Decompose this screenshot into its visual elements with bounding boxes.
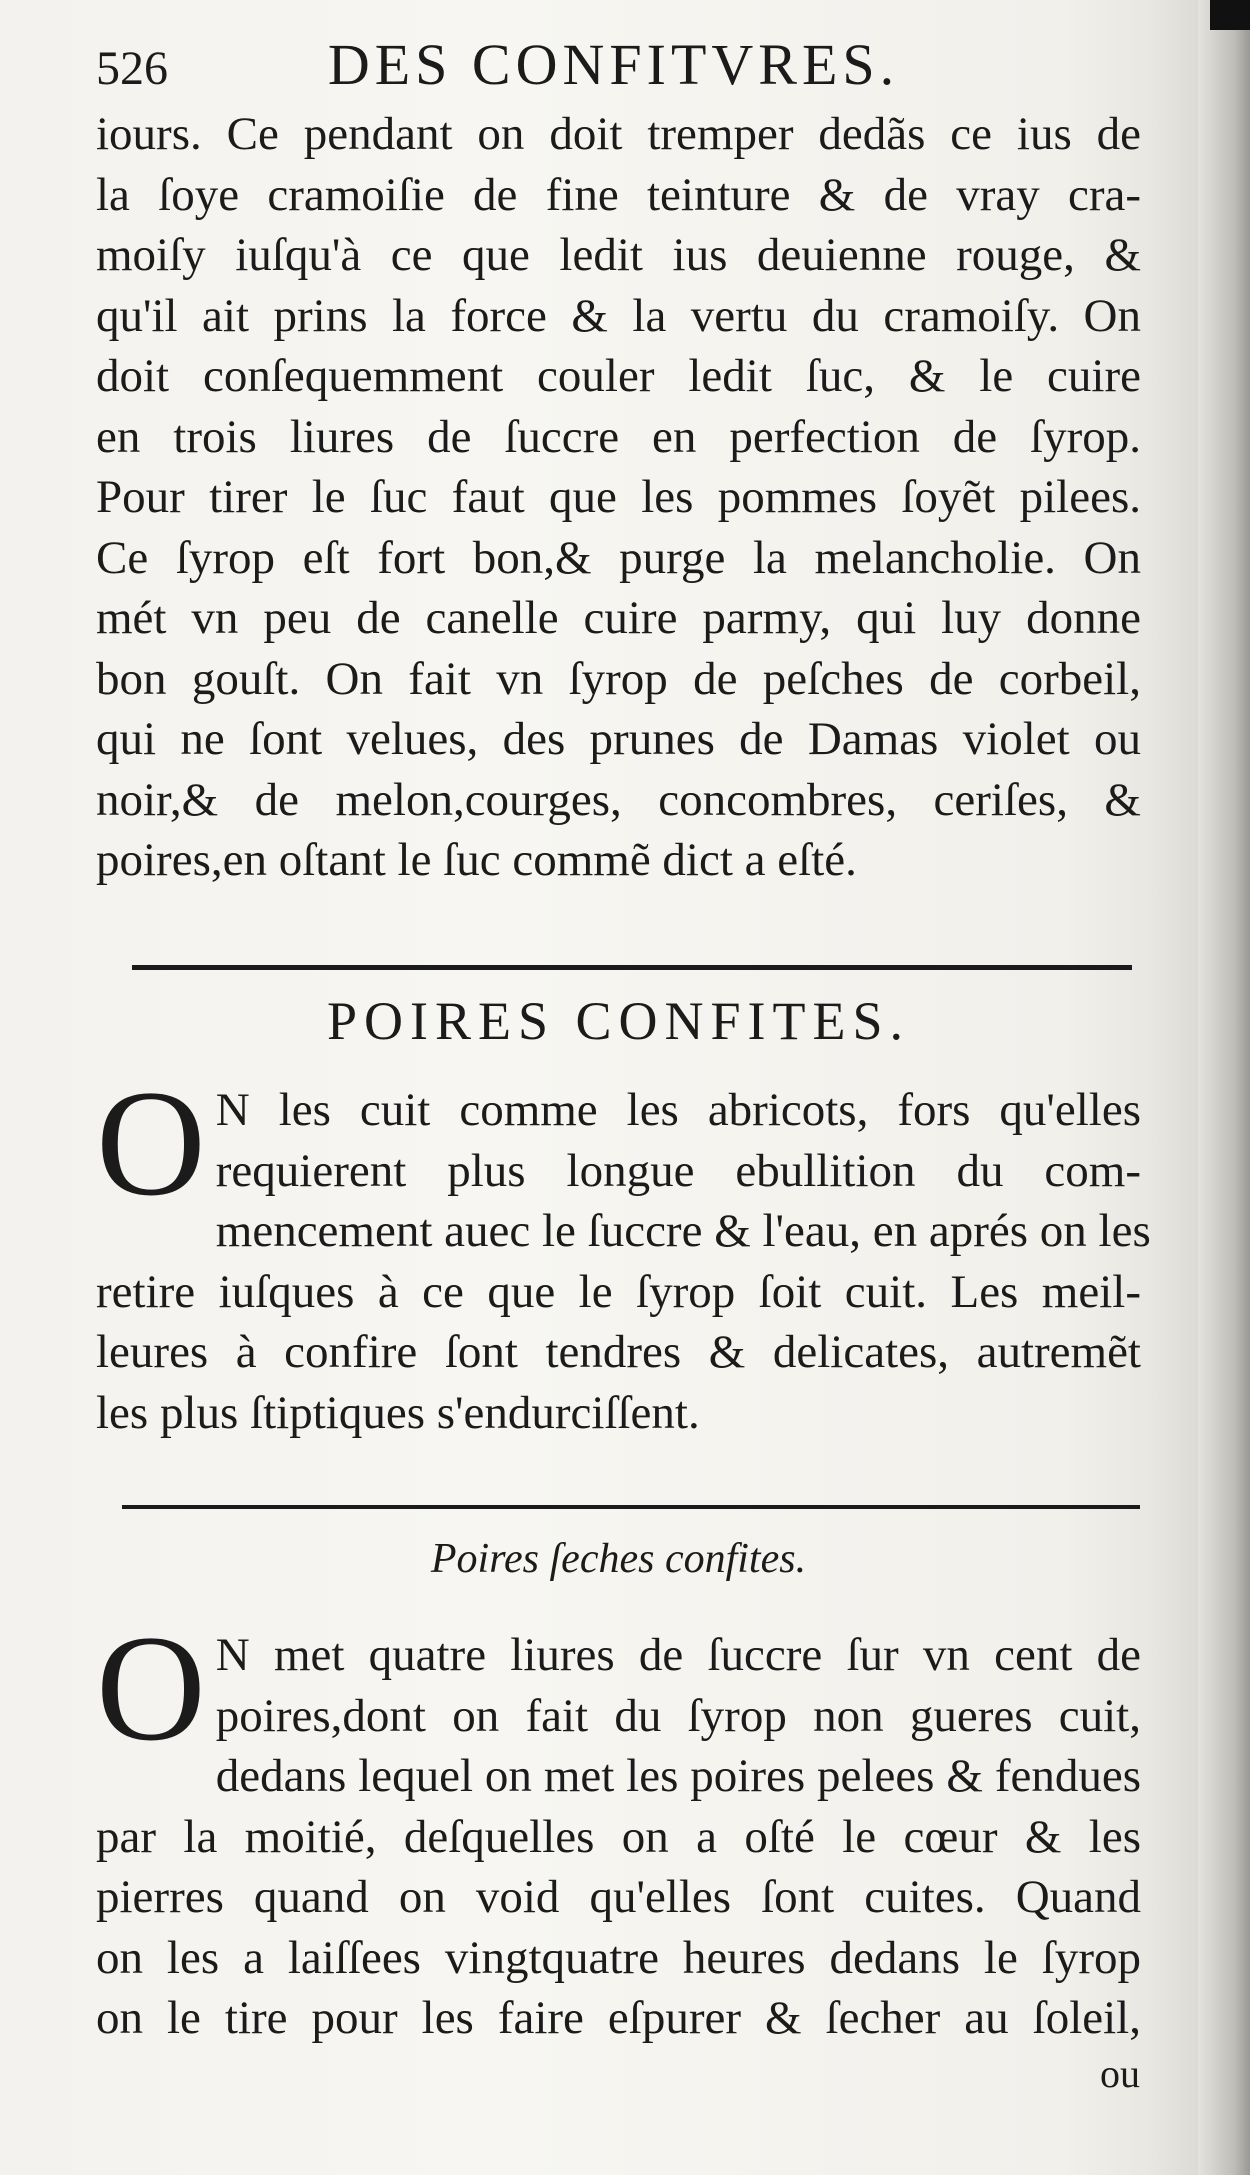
text-line: poires,en oſtant le ſuc commẽ dict a eſté. [96, 834, 857, 886]
page-gutter-shadow [1198, 0, 1250, 2175]
section-body [96, 1604, 1141, 2049]
text-line: noir,& de melon,courges, concombres, ceriſes, & [96, 773, 1141, 826]
running-title: DES CONFITVRES. [327, 32, 900, 97]
text-line: iours. Ce pendant on doit tremper dedãs ce ius de [96, 108, 1141, 160]
text-line: Ce ſyrop eſt fort bon,& purge la melancholie. On [96, 531, 1141, 584]
text-line: moiſy iuſqu'à ce que ledit ius deuienne rouge, & [96, 229, 1141, 281]
text-line: N met quatre liures de ſuccre ſur vn cent de [215, 1629, 1141, 1681]
text-line: on les a laiſſees vingtquatre heures dedans le ſyrop [96, 1931, 1141, 1984]
text-line: requierent plus longue ebullition du com- [215, 1144, 1141, 1197]
page-header [96, 20, 1141, 114]
catchword: ou [1100, 2051, 1140, 2096]
text-line: en trois liures de ſuccre en perfection de ſyrop. [96, 410, 1141, 463]
text-line: qui ne ſont velues, des prunes de Damas violet ou [96, 713, 1141, 765]
text-line: pierres quand on void qu'elles ſont cuites. Quand [96, 1871, 1141, 1923]
text-line: bon gouſt. On fait vn ſyrop de peſches de corbeil, [96, 652, 1141, 705]
text-line: dedans lequel on met les poires pelees & fendues [215, 1750, 1141, 1802]
text-line: les plus ſtiptiques s'endurciſſent. [96, 1386, 700, 1439]
top-paragraph [96, 104, 1141, 891]
text-line: qu'il ait prins la force & la vertu du cramoiſy. On [96, 289, 1141, 342]
text-line: Pour tirer le ſuc faut que les pommes ſoyẽt pilees. [96, 471, 1141, 523]
section-body [96, 1059, 1151, 1443]
page-corner-mark [1210, 0, 1250, 30]
section-divider [122, 1505, 1140, 1509]
section-subtitle: Poires ſeches confites. [430, 1536, 807, 1582]
page-number: 526 [96, 42, 168, 95]
text-line: N les cuit comme les abricots, fors qu'elles [215, 1084, 1141, 1136]
text-line: poires,dont on fait du ſyrop non gueres cuit, [215, 1689, 1141, 1742]
text-line: mét vn peu de canelle cuire parmy, qui luy donne [96, 592, 1141, 644]
section-divider [132, 965, 1132, 970]
text-line: retire iuſques à ce que le ſyrop ſoit cuit. Les meil- [96, 1265, 1141, 1318]
drop-cap: O [96, 1604, 206, 1772]
text-line: doit conſequemment couler ledit ſuc, & le cuire [96, 350, 1141, 402]
text-line: par la moitié, deſquelles on a oſté le cœur & les [96, 1810, 1141, 1863]
text-line: leures à confire ſont tendres & delicates, autremẽt [96, 1326, 1141, 1378]
text-line: mencement auec le ſuccre & l'eau, en aprés on les [215, 1205, 1151, 1257]
text-line: la ſoye cramoiſie de fine teinture & de vray cra- [96, 168, 1141, 221]
section-title: POIRES CONFITES. [326, 991, 911, 1051]
text-line: on le tire pour les faire eſpurer & ſecher au ſoleil, [96, 1992, 1141, 2044]
drop-cap: O [96, 1059, 206, 1227]
